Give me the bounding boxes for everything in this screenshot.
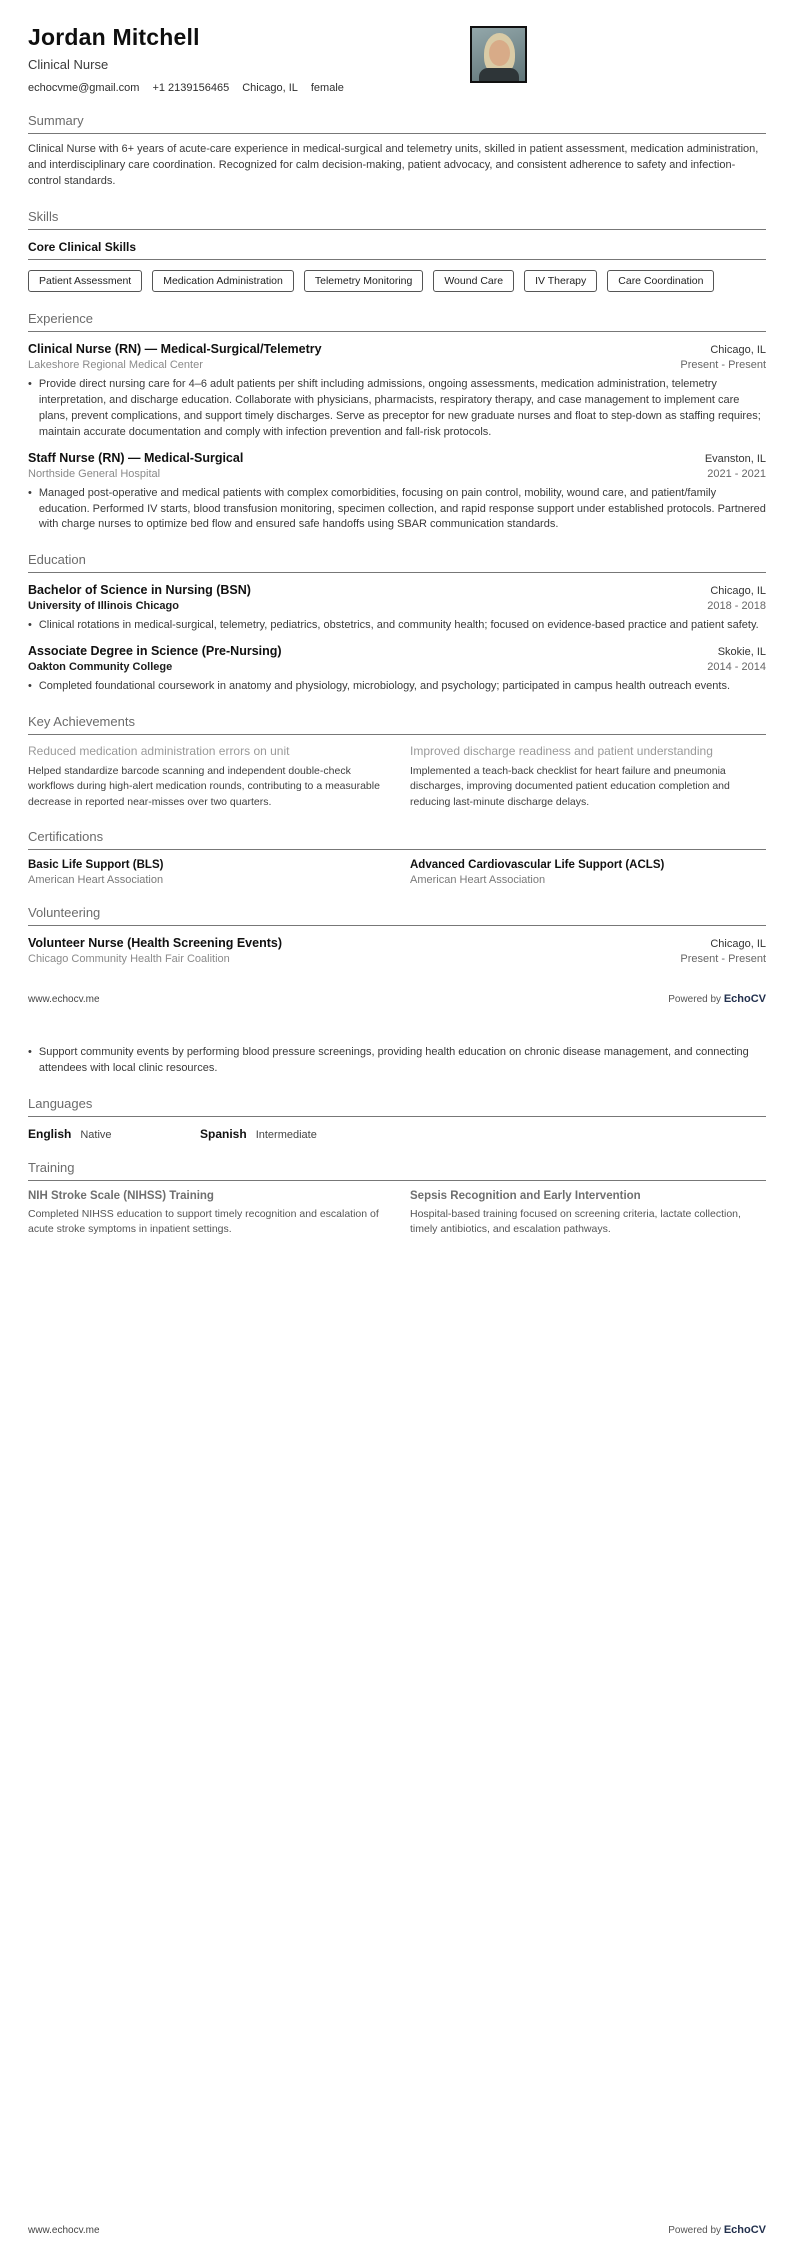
job-company: Lakeshore Regional Medical Center (28, 358, 203, 371)
summary-text: Clinical Nurse with 6+ years of acute-care experience in medical-surgical and telemetry units, skilled in patient assessment, medication administration, and interdisciplinary care coordination. Recognized for calm decision-making, patient advocacy, and consistent adherence to safety and infection-control standards. (28, 143, 759, 187)
volunteering-heading: Volunteering (28, 905, 766, 926)
job-title: Staff Nurse (RN) — Medical-Surgical (28, 450, 244, 465)
footer-powered-by[interactable] (668, 2224, 766, 2236)
contact-phone: +1 2139156465 (152, 82, 230, 94)
volunteering-entry (28, 936, 766, 965)
skills-heading: Skills (28, 209, 766, 230)
volunteer-bullet (28, 1045, 766, 1077)
skill-chip: Wound Care (433, 270, 514, 292)
certification-issuer: American Heart Association (410, 873, 546, 886)
achievement-item (410, 744, 766, 810)
degree-title: Associate Degree in Science (Pre-Nursing) (28, 644, 282, 659)
volunteer-location: Chicago, IL (710, 937, 766, 950)
footer-site-link[interactable]: www.echocv.me (28, 2225, 100, 2236)
achievement-title: Reduced medication administration errors on unit (28, 744, 290, 759)
language-name: English (28, 1126, 72, 1141)
section-education (28, 552, 766, 695)
footer-powered-by[interactable] (668, 993, 766, 1005)
languages-list (28, 1127, 766, 1141)
certifications-grid (28, 859, 766, 886)
certifications-heading: Certifications (28, 829, 766, 850)
school-name: University of Illinois Chicago (28, 600, 179, 613)
volunteering-entry-header (28, 936, 766, 950)
school-location: Skokie, IL (717, 646, 766, 659)
header (28, 24, 766, 94)
job-bullet (28, 377, 766, 441)
experience-entry-header (28, 342, 766, 356)
volunteer-dates: Present - Present (680, 952, 766, 965)
skill-chip: Care Coordination (607, 270, 714, 292)
bullet-dot: • (28, 619, 32, 632)
summary-heading: Summary (28, 113, 766, 134)
contact-gender: female (310, 82, 344, 94)
job-company: Northside General Hospital (28, 467, 161, 480)
language-item (200, 1127, 372, 1141)
education-entry-header (28, 583, 766, 597)
education-heading: Education (28, 552, 766, 573)
section-languages (28, 1096, 766, 1141)
section-skills (28, 209, 766, 292)
experience-heading: Experience (28, 311, 766, 332)
certification-name: Advanced Cardiovascular Life Support (ACLS) (410, 858, 665, 871)
training-title: Sepsis Recognition and Early Intervention (410, 1189, 641, 1202)
training-text: Hospital-based training focused on screening criteria, lactate collection, timely antibiotics, and escalation pathways. (410, 1207, 741, 1235)
job-bullet (28, 486, 766, 534)
education-entry (28, 644, 766, 695)
school-dates: 2014 - 2014 (707, 661, 766, 674)
page-footer (28, 2224, 766, 2236)
training-item (410, 1190, 766, 1237)
achievement-text: Implemented a teach-back checklist for heart failure and pneumonia discharges, improving documented patient education completion and reducing last-minute discharge delays. (410, 765, 730, 808)
bullet-dot: • (28, 680, 32, 693)
job-location: Evanston, IL (704, 452, 766, 465)
certification-item (28, 859, 384, 886)
skills-chip-list (28, 270, 766, 292)
bullet-dot: • (28, 1045, 32, 1058)
section-certifications (28, 829, 766, 886)
training-grid (28, 1190, 766, 1237)
footer-site-link[interactable]: www.echocv.me (28, 993, 100, 1005)
achievements-heading: Key Achievements (28, 714, 766, 735)
bullet-dot: • (28, 377, 32, 390)
contact-location: Chicago, IL (242, 82, 298, 94)
school-location: Chicago, IL (710, 585, 766, 598)
degree-title: Bachelor of Science in Nursing (BSN) (28, 583, 251, 598)
job-dates: Present - Present (680, 358, 766, 371)
experience-entry (28, 342, 766, 441)
section-summary (28, 113, 766, 190)
education-bullet-text: Clinical rotations in medical-surgical, telemetry, pediatrics, obstetrics, and community health; focused on evidence-based practice and patient safety. (38, 619, 759, 632)
volunteering-entry-subheader (28, 953, 766, 965)
volunteer-bullet-text: Support community events by performing blood pressure screenings, providing health education on chronic disease management, and connecting attendees with local clinic resources. (38, 1045, 749, 1074)
achievement-text: Helped standardize barcode scanning and independent double-check workflows during high-alert medication rounds, contributing to a measurable decrease in reported near-misses over two quarters. (28, 765, 380, 808)
skill-chip: Patient Assessment (28, 270, 142, 292)
school-name: Oakton Community College (28, 661, 173, 674)
language-level: Intermediate (255, 1128, 317, 1141)
page-break (28, 1005, 766, 1031)
job-location: Chicago, IL (710, 343, 766, 356)
skill-chip: Telemetry Monitoring (304, 270, 423, 292)
education-entry (28, 583, 766, 634)
page-footer (28, 993, 766, 1005)
volunteer-role: Volunteer Nurse (Health Screening Events) (28, 935, 282, 950)
job-title: Clinical Nurse (RN) — Medical-Surgical/Telemetry (28, 341, 322, 356)
language-level: Native (80, 1128, 112, 1141)
education-entry-subheader (28, 600, 766, 612)
education-bullet (28, 679, 766, 695)
education-bullet (28, 618, 766, 634)
section-achievements (28, 714, 766, 810)
certification-issuer: American Heart Association (28, 873, 164, 886)
training-item (28, 1190, 384, 1237)
training-text: Completed NIHSS education to support timely recognition and escalation of acute stroke symptoms in inpatient settings. (28, 1207, 379, 1235)
profile-photo (470, 26, 527, 83)
candidate-job-title: Clinical Nurse (28, 57, 109, 72)
skill-chip: IV Therapy (524, 270, 597, 292)
section-volunteering (28, 905, 766, 965)
experience-entry-subheader (28, 468, 766, 480)
skill-chip: Medication Administration (152, 270, 294, 292)
contact-email[interactable]: echocvme@gmail.com (28, 82, 140, 94)
photo-torso-shape (479, 68, 519, 83)
training-heading: Training (28, 1160, 766, 1181)
education-entry-header (28, 644, 766, 658)
experience-entry-subheader (28, 359, 766, 371)
job-bullet-text: Managed post-operative and medical patients with complex comorbidities, focusing on pain control, mobility, wound care, and patient/family education. Performed IV starts, blood transfusion monitoring, specimen collection, and rapid response support under established protocols. Partnered with charge nurses to optimize bed flow and ensured safe handoffs using SBAR communication standards. (38, 486, 766, 531)
bullet-dot: • (28, 486, 32, 499)
language-item (28, 1127, 200, 1141)
certification-item (410, 859, 766, 886)
contact-row (28, 82, 766, 94)
candidate-name: Jordan Mitchell (28, 24, 200, 50)
language-name: Spanish (200, 1126, 247, 1141)
achievement-item (28, 744, 384, 810)
experience-entry (28, 451, 766, 534)
footer-powered-prefix: Powered by (668, 2225, 722, 2236)
achievements-grid (28, 744, 766, 810)
education-entry-subheader (28, 661, 766, 673)
education-bullet-text: Completed foundational coursework in anatomy and physiology, microbiology, and psychology; participated in campus health outreach events. (38, 680, 731, 693)
footer-brand: EchoCV (723, 992, 766, 1005)
section-training (28, 1160, 766, 1237)
experience-entry-header (28, 451, 766, 465)
section-experience (28, 311, 766, 534)
footer-brand: EchoCV (723, 2224, 766, 2236)
skills-group-title: Core Clinical Skills (28, 240, 766, 260)
school-dates: 2018 - 2018 (707, 600, 766, 613)
photo-face-shape (489, 40, 510, 66)
footer-powered-prefix: Powered by (668, 993, 722, 1005)
achievement-title: Improved discharge readiness and patient understanding (410, 744, 713, 759)
job-bullet-text: Provide direct nursing care for 4–6 adult patients per shift including admissions, ongoing assessments, medication administration, telemetry interpretation, and discharge education. Collaborate with physicians, pharmacists, respiratory therapy, and case management to implement care plans, prevent complications, and support timely discharges. Serve as preceptor for new graduate nurses and float to step-down as staffing requires; maintain accurate documentation and comply with infection prevention and fall-risk protocols. (38, 377, 761, 438)
languages-heading: Languages (28, 1096, 766, 1117)
certification-name: Basic Life Support (BLS) (28, 858, 164, 871)
job-dates: 2021 - 2021 (707, 467, 766, 480)
volunteer-org: Chicago Community Health Fair Coalition (28, 952, 230, 965)
training-title: NIH Stroke Scale (NIHSS) Training (28, 1189, 214, 1202)
